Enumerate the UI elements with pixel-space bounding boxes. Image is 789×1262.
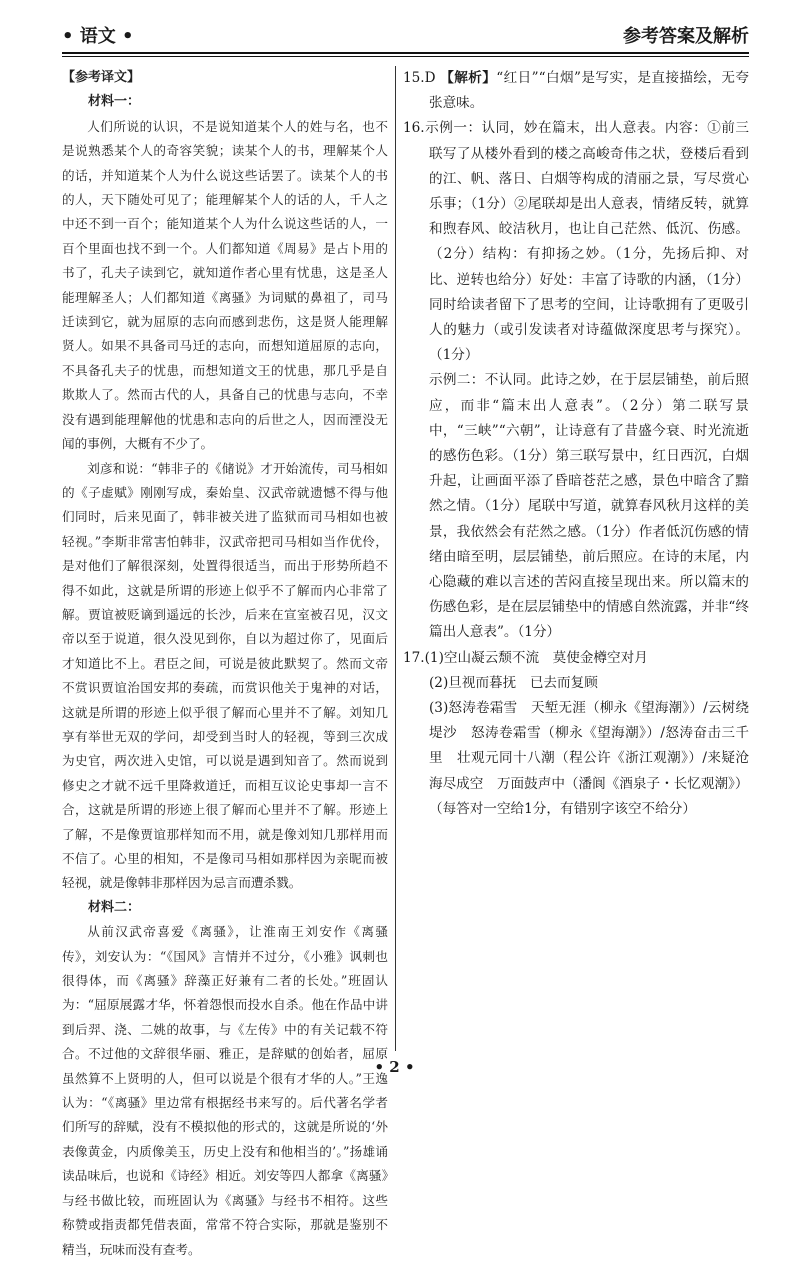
q16-example1-text: 示例一：认同，妙在篇末，出人意表。内容：①前三联写了从楼外看到的楼之高峻奇伟之状，登楼后看到的江、帆、落日、白烟等构成的清丽之景，写尽赏心乐事；（1分）②尾联却是出人意表，情绪反转，就算和煦春风、皎洁秋月，也让自己茫然、低沉、伤感。（2分）结构：有抑扬之妙。（1分，先扬后抑、对比、逆转也给分）好处：丰富了诗歌的内涵，（1分）同时给读者留下了思考的空间，让诗歌拥有了更吸引人的魅力（或引发读者对诗蕴做深度思考与探究）。（1分）: [424, 120, 749, 364]
q16-label: 16.: [403, 120, 425, 137]
material1-paragraph: 人们所说的认识，不是说知道某个人的姓与名，也不是说熟悉某个人的奇容笑貌；读某个人的书，理解某个人的话，并知道某个人为什么说这些话罢了。读某个人的书的人，天下随处可见了；能理解某个人的话的人，千人之中还不到一百个；能知道某个人为什么说这些话的人，一百个里面也找不到一个。人们都知道《周易》是占卜用的书了，孔夫子读到它，就知道作者心里有忧患，这是圣人能理解圣人；人们都知道《离骚》为词赋的鼻祖了，司马迁读到它，就为屈原的志向而感到悲伤，这是贤人能理解贤人。如果不具备司马迁的志向，而想知道屈原的志向，不具备孔夫子的忧患，而想知道文王的忧患，那几乎是自欺欺人了。然而古代的人，具备自己的忧患与志向，不幸没有遇到能理解他的忧患和志向的后世之人，因而湮没无闻的事例，大概有不少了。: [62, 118, 388, 452]
header-rule: [62, 52, 749, 54]
page-number: • 2 •: [374, 1058, 415, 1076]
translation-section-title: 【参考译文】: [62, 70, 141, 85]
answer-16-example2: 示例二：不认同。此诗之妙，在于层层铺垫，前后照应，而非“篇末出人意表”。（2分）第二联写景中，“三峡”“六朝”，让诗意有了昔盛今衰、时光流逝的感伤色彩。（1分）第三联写景中，红日西沉，白烟升起，让画面平添了昏暗苍茫之感，景色中暗含了黯然之情。（1分）尾联中写道，就算春风秋月这样的美景，我依然会有茫然之感。（1分）作者低沉伤感的情绪由暗至明，层层铺垫，前后照应。在诗的末尾，内心隐藏的难以言述的苦闷直接呈现出来。所以篇末的伤感色彩，是在层层铺垫中的情感自然流露，并非“终篇出人意表”。（1分）: [429, 372, 749, 641]
header-rule-thin: [62, 56, 749, 57]
answer-17-item1: [403, 646, 749, 671]
answer-17-item3: (3)怒涛卷霜雪 天堑无涯（柳永《望海潮》）/云树绕堤沙 怒涛卷霜雪（柳永《望海潮》）/怒涛奋击三千里 壮观元同十八潮（程公许《浙江观潮》）/来疑沧海尽成空 万面鼓声中（潘阆《酒泉子・长忆观潮》）: [429, 700, 749, 792]
q15-label: 15.D: [403, 70, 436, 86]
material2-title: 材料二：: [88, 899, 141, 915]
right-column: [403, 66, 749, 822]
answer-15: [403, 66, 749, 116]
q17-item1-text: (1)空山凝云颓不流 莫使金樽空对月: [424, 649, 648, 666]
page-header: [62, 16, 749, 48]
answer-16-example1: [403, 116, 749, 368]
column-divider: [395, 66, 396, 1051]
analysis-tag: 【解析】: [440, 70, 497, 86]
header-title: 参考答案及解析: [623, 26, 749, 47]
q17-label: 17.: [403, 649, 425, 666]
answer-17-note: （每答对一空给1分，有错别字该空不给分）: [429, 800, 696, 817]
material1-paragraph: 刘彦和说：“韩非子的《储说》才开始流传，司马相如的《子虚赋》刚刚写成，秦始皇、汉武帝就遗憾不得与他们同时，后来见面了，韩非被关进了监狱而司马相如也被轻视。”李斯非常害怕韩非，汉武帝把司马相如当作优伶，是对他们了解很深刻，处置得很适当，而出于形势所趋不得不如此，这就是所谓的形迹上似乎不了解而内心非常了解。贾谊被贬谪到遥远的长沙，后来在宣室被召见，汉文帝以至于说道，很久没见到你，自以为超过你了，见面后才知道比不上。君臣之间，可说是彼此默契了。然而文帝不赏识贾谊治国安邦的奏疏，而赏识他关于鬼神的对话，这就是所谓的形迹上似乎很了解而心里并不了解。刘知几享有举世无双的学问，却受到当时人的轻视，等到三次成为史官，两次进入史馆，可以说是遇到知音了。然而说到修史之才就不远千里降救道迁，而相互议论史事却一言不合，这就是所谓的形迹上很了解而心里并不了解。形迹上了解，不是像贾谊那样知而不用，就是像刘知几那样用而不信了。心里的相知，不是像司马相如那样因为亲昵而被轻视，就是像韩非那样因为忌言而遭杀戮。: [62, 460, 388, 891]
material2-paragraph: 从前汉武帝喜爱《离骚》，让淮南王刘安作《离骚传》，刘安认为：“《国风》言情并不过分，《小雅》讽刺也很得体，而《离骚》辞藻正好兼有二者的长处。”班固认为：“屈原展露才华，怀着怨恨而投水自杀。他在作品中讲到后羿、浇、二姚的故事，与《左传》中的有关记载不符合。不过他的文辞很华丽、雅正，是辞赋的创始者，屈原虽然算不上贤明的人，但可以说是个很有才华的人。”王逸认为：“《离骚》里边常有根据经书来写的。后代著名学者们所写的辞赋，没有不模拟他的形式的，这就是所说的‘外表像黄金，内质像美玉，历史上没有和他相当的’。”扬雄诵读品味后，也说和《诗经》相近。刘安等四人都拿《离骚》与经书做比较，而班固认为《离骚》与经书不相符。这些称赞或指责都凭借表面，常常不符合实际，那就是鉴别不精当，玩味而没有查考。: [62, 924, 388, 1257]
left-column: [62, 66, 388, 1262]
subject-label: • 语文 •: [62, 26, 134, 47]
q15-text: “红日”“白烟”是写实，是直接描绘，无夸张意味。: [429, 70, 749, 112]
material1-title: 材料一：: [88, 94, 141, 110]
answer-17-item2: (2)旦视而暮抚 已去而复顾: [429, 674, 598, 691]
